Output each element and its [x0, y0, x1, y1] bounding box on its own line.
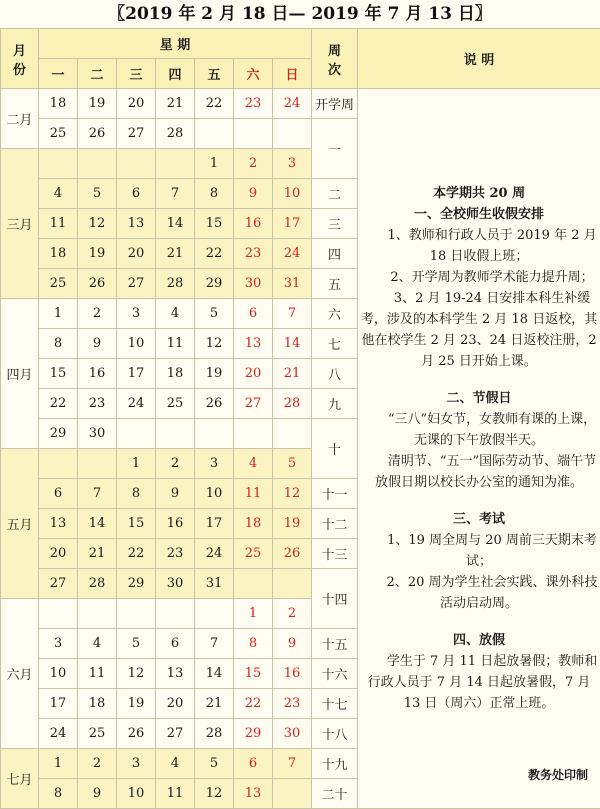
day-cell: 1: [39, 749, 78, 779]
day-cell: [195, 119, 234, 149]
day-cell: 5: [273, 449, 312, 479]
day-cell: 13: [117, 209, 156, 239]
day-cell: 6: [234, 749, 273, 779]
day-cell: 26: [195, 389, 234, 419]
notes-spacer: [358, 614, 600, 630]
day-cell: 27: [156, 719, 195, 749]
day-cell: 29: [234, 719, 273, 749]
day-cell: 24: [195, 539, 234, 569]
notes-paragraph: 2、开学周为教师学术能力提升周；: [358, 267, 600, 288]
day-cell: 3: [273, 149, 312, 179]
day-cell: 4: [78, 629, 117, 659]
day-cell: 23: [78, 389, 117, 419]
day-cell: 8: [195, 179, 234, 209]
day-cell: 9: [234, 179, 273, 209]
day-cell: [195, 599, 234, 629]
notes-section-3-title: 三、考试: [358, 509, 600, 530]
day-cell: 11: [234, 479, 273, 509]
week-number: 十一: [312, 479, 358, 509]
day-cell: 12: [195, 329, 234, 359]
month-header: 月 份: [1, 29, 39, 89]
notes-total: 本学期共 20 周: [358, 183, 600, 204]
day-cell: 8: [39, 329, 78, 359]
day-cell: 28: [195, 719, 234, 749]
week-number: 六: [312, 299, 358, 329]
day-cell: 25: [39, 269, 78, 299]
day-cell: 25: [39, 119, 78, 149]
day-cell: 19: [117, 689, 156, 719]
day-cell: 5: [195, 749, 234, 779]
day-cell: 21: [156, 239, 195, 269]
day-cell: 22: [195, 89, 234, 119]
day-cell: 19: [273, 509, 312, 539]
notes-paragraph: 1、19 周全周与 20 周前三天期末考试；: [358, 530, 600, 572]
month-label: 七月: [1, 749, 39, 809]
calendar-table: [0, 28, 600, 809]
day-cell: 20: [117, 239, 156, 269]
day-cell: 28: [273, 389, 312, 419]
day-cell: 27: [39, 569, 78, 599]
day-cell: 22: [195, 239, 234, 269]
day-cell: 10: [117, 779, 156, 809]
week-number: 十五: [312, 629, 358, 659]
day-cell: 1: [195, 149, 234, 179]
day-cell: 20: [234, 359, 273, 389]
day-cell: [234, 419, 273, 449]
notes-panel: [358, 89, 600, 809]
day-cell: 15: [39, 359, 78, 389]
day-cell: 23: [234, 239, 273, 269]
day-cell: 2: [273, 599, 312, 629]
day-cell: 13: [234, 329, 273, 359]
day-cell: 3: [39, 629, 78, 659]
day-cell: 24: [39, 719, 78, 749]
day-cell: 14: [195, 659, 234, 689]
day-cell: 31: [195, 569, 234, 599]
weekday-group-header: 星 期: [39, 29, 312, 59]
day-cell: 1: [117, 449, 156, 479]
day-cell: 17: [273, 209, 312, 239]
day-cell: 10: [195, 479, 234, 509]
day-cell: 11: [78, 659, 117, 689]
week-number: 三: [312, 209, 358, 239]
weekday-header: 五: [195, 59, 234, 89]
day-cell: 2: [234, 149, 273, 179]
day-cell: 2: [78, 299, 117, 329]
day-cell: 3: [117, 749, 156, 779]
day-cell: 15: [195, 209, 234, 239]
day-cell: 29: [117, 569, 156, 599]
notes-section-4-title: 四、放假: [358, 630, 600, 651]
day-cell: 19: [195, 359, 234, 389]
day-cell: [156, 149, 195, 179]
day-cell: 14: [156, 209, 195, 239]
page-title: 〖2019 年 2 月 18 日— 2019 年 7 月 13 日〗: [0, 0, 600, 28]
day-cell: [234, 119, 273, 149]
day-cell: 16: [273, 659, 312, 689]
week-number: 十三: [312, 539, 358, 569]
day-cell: 10: [273, 179, 312, 209]
notes-section-2-title: 二、节假日: [358, 388, 600, 409]
day-cell: 6: [156, 629, 195, 659]
day-cell: 27: [117, 119, 156, 149]
day-cell: 8: [234, 629, 273, 659]
day-cell: [78, 599, 117, 629]
day-cell: 15: [117, 509, 156, 539]
weekday-header: 六: [234, 59, 273, 89]
day-cell: 26: [273, 539, 312, 569]
day-cell: 19: [78, 89, 117, 119]
week-number: 十七: [312, 689, 358, 719]
day-cell: 1: [39, 299, 78, 329]
day-cell: 21: [195, 689, 234, 719]
week-number: 二: [312, 179, 358, 209]
day-cell: 18: [39, 89, 78, 119]
day-cell: 26: [78, 269, 117, 299]
day-cell: 24: [273, 239, 312, 269]
month-label: 四月: [1, 299, 39, 449]
day-cell: 28: [156, 119, 195, 149]
week-number: 八: [312, 359, 358, 389]
week-number: 七: [312, 329, 358, 359]
day-cell: [78, 149, 117, 179]
month-label: 五月: [1, 449, 39, 599]
day-cell: 16: [78, 359, 117, 389]
weekday-header: 一: [39, 59, 78, 89]
week-number: 九: [312, 389, 358, 419]
day-cell: 13: [39, 509, 78, 539]
day-cell: 12: [117, 659, 156, 689]
day-cell: 27: [234, 389, 273, 419]
weekday-header: 日: [273, 59, 312, 89]
day-cell: 11: [39, 209, 78, 239]
day-cell: 21: [78, 539, 117, 569]
day-cell: 23: [273, 689, 312, 719]
notes-spacer: [358, 493, 600, 509]
day-cell: 30: [78, 419, 117, 449]
day-cell: 12: [78, 209, 117, 239]
day-cell: 14: [78, 509, 117, 539]
day-cell: 4: [156, 299, 195, 329]
day-cell: 10: [39, 659, 78, 689]
notes-paragraph: 学生于 7 月 11 日起放暑假；教师和行政人员于 7 月 14 日起放暑假，7 月 13 日（周六）正常上班。: [358, 651, 600, 714]
day-cell: 13: [234, 779, 273, 809]
day-cell: 11: [156, 779, 195, 809]
day-cell: 9: [78, 779, 117, 809]
week-row: [1, 89, 600, 119]
day-cell: 18: [156, 359, 195, 389]
day-cell: 25: [234, 539, 273, 569]
day-cell: 20: [117, 89, 156, 119]
day-cell: 28: [78, 569, 117, 599]
day-cell: [117, 599, 156, 629]
day-cell: 30: [273, 719, 312, 749]
day-cell: 17: [195, 509, 234, 539]
day-cell: 17: [39, 689, 78, 719]
day-cell: 21: [156, 89, 195, 119]
day-cell: 22: [234, 689, 273, 719]
day-cell: 16: [156, 509, 195, 539]
day-cell: [39, 599, 78, 629]
day-cell: 26: [117, 719, 156, 749]
week-number: 十四: [312, 569, 358, 629]
day-cell: 3: [117, 299, 156, 329]
weekday-header: 四: [156, 59, 195, 89]
day-cell: [273, 419, 312, 449]
day-cell: 27: [117, 269, 156, 299]
day-cell: 21: [273, 359, 312, 389]
day-cell: [39, 149, 78, 179]
week-number: 十九: [312, 749, 358, 779]
day-cell: [117, 149, 156, 179]
day-cell: 9: [156, 479, 195, 509]
day-cell: 4: [234, 449, 273, 479]
notes-paragraph: 2、20 周为学生社会实践、课外科技活动启动周。: [358, 572, 600, 614]
day-cell: 3: [195, 449, 234, 479]
day-cell: 29: [195, 269, 234, 299]
day-cell: 30: [156, 569, 195, 599]
day-cell: 29: [39, 419, 78, 449]
day-cell: 20: [156, 689, 195, 719]
day-cell: 4: [39, 179, 78, 209]
day-cell: 18: [39, 239, 78, 269]
notes-paragraph: 1、教师和行政人员于 2019 年 2 月 18 日收假上班；: [358, 225, 600, 267]
day-cell: 22: [117, 539, 156, 569]
month-label: 三月: [1, 149, 39, 299]
day-cell: 7: [273, 749, 312, 779]
month-label: 二月: [1, 89, 39, 149]
day-cell: 12: [195, 779, 234, 809]
week-number: 十八: [312, 719, 358, 749]
week-number: 二十: [312, 779, 358, 809]
day-cell: 15: [234, 659, 273, 689]
day-cell: 28: [156, 269, 195, 299]
day-cell: 6: [117, 179, 156, 209]
day-cell: 16: [234, 209, 273, 239]
week-number: 十六: [312, 659, 358, 689]
day-cell: 8: [117, 479, 156, 509]
day-cell: [39, 449, 78, 479]
day-cell: 14: [273, 329, 312, 359]
day-cell: [273, 119, 312, 149]
day-cell: 6: [234, 299, 273, 329]
signature: 教务处印制: [528, 765, 588, 786]
day-cell: 30: [234, 269, 273, 299]
day-cell: 7: [78, 479, 117, 509]
day-cell: 20: [39, 539, 78, 569]
day-cell: 23: [234, 89, 273, 119]
week-number: 十: [312, 419, 358, 479]
month-label: 六月: [1, 599, 39, 749]
day-cell: 17: [117, 359, 156, 389]
day-cell: 7: [273, 299, 312, 329]
day-cell: 23: [156, 539, 195, 569]
weekday-header: 二: [78, 59, 117, 89]
day-cell: [234, 569, 273, 599]
day-cell: 5: [117, 629, 156, 659]
week-number: 开学周: [312, 89, 358, 119]
week-number: 一: [312, 119, 358, 179]
weekday-header: 三: [117, 59, 156, 89]
week-number: 四: [312, 239, 358, 269]
day-cell: 4: [156, 749, 195, 779]
day-cell: 11: [156, 329, 195, 359]
day-cell: 5: [78, 179, 117, 209]
week-header: 周 次: [312, 29, 358, 89]
day-cell: 24: [117, 389, 156, 419]
notes-paragraph: 3、2 月 19-24 日安排本科生补缓考，涉及的本科学生 2 月 18 日返校，其他在校学生 2 月 23、24 日返校注册，2 月 25 日开始上课。: [358, 288, 600, 372]
day-cell: 24: [273, 89, 312, 119]
day-cell: 8: [39, 779, 78, 809]
day-cell: 13: [156, 659, 195, 689]
notes-spacer: [358, 372, 600, 388]
day-cell: 10: [117, 329, 156, 359]
notes-section-1-title: 一、全校师生收假安排: [358, 204, 600, 225]
day-cell: 26: [78, 119, 117, 149]
day-cell: 9: [273, 629, 312, 659]
day-cell: [156, 599, 195, 629]
day-cell: 2: [156, 449, 195, 479]
day-cell: [156, 419, 195, 449]
notes-paragraph: 清明节、“五一”国际劳动节、端午节放假日期以校长办公室的通知为准。: [358, 451, 600, 493]
day-cell: 12: [273, 479, 312, 509]
day-cell: 6: [39, 479, 78, 509]
day-cell: 7: [156, 179, 195, 209]
day-cell: 19: [78, 239, 117, 269]
day-cell: [273, 779, 312, 809]
day-cell: 22: [39, 389, 78, 419]
day-cell: 9: [78, 329, 117, 359]
day-cell: 2: [78, 749, 117, 779]
notes-paragraph: “三八”妇女节，女教师有课的上课，无课的下午放假半天。: [358, 409, 600, 451]
day-cell: 7: [195, 629, 234, 659]
day-cell: 18: [78, 689, 117, 719]
week-number: 五: [312, 269, 358, 299]
day-cell: [78, 449, 117, 479]
day-cell: 25: [156, 389, 195, 419]
header-row: [1, 29, 600, 59]
day-cell: 5: [195, 299, 234, 329]
day-cell: 18: [234, 509, 273, 539]
week-number: 十二: [312, 509, 358, 539]
day-cell: [117, 419, 156, 449]
day-cell: 31: [273, 269, 312, 299]
day-cell: 1: [234, 599, 273, 629]
day-cell: 25: [78, 719, 117, 749]
day-cell: [273, 569, 312, 599]
notes-header: 说 明: [358, 29, 600, 89]
day-cell: [195, 419, 234, 449]
